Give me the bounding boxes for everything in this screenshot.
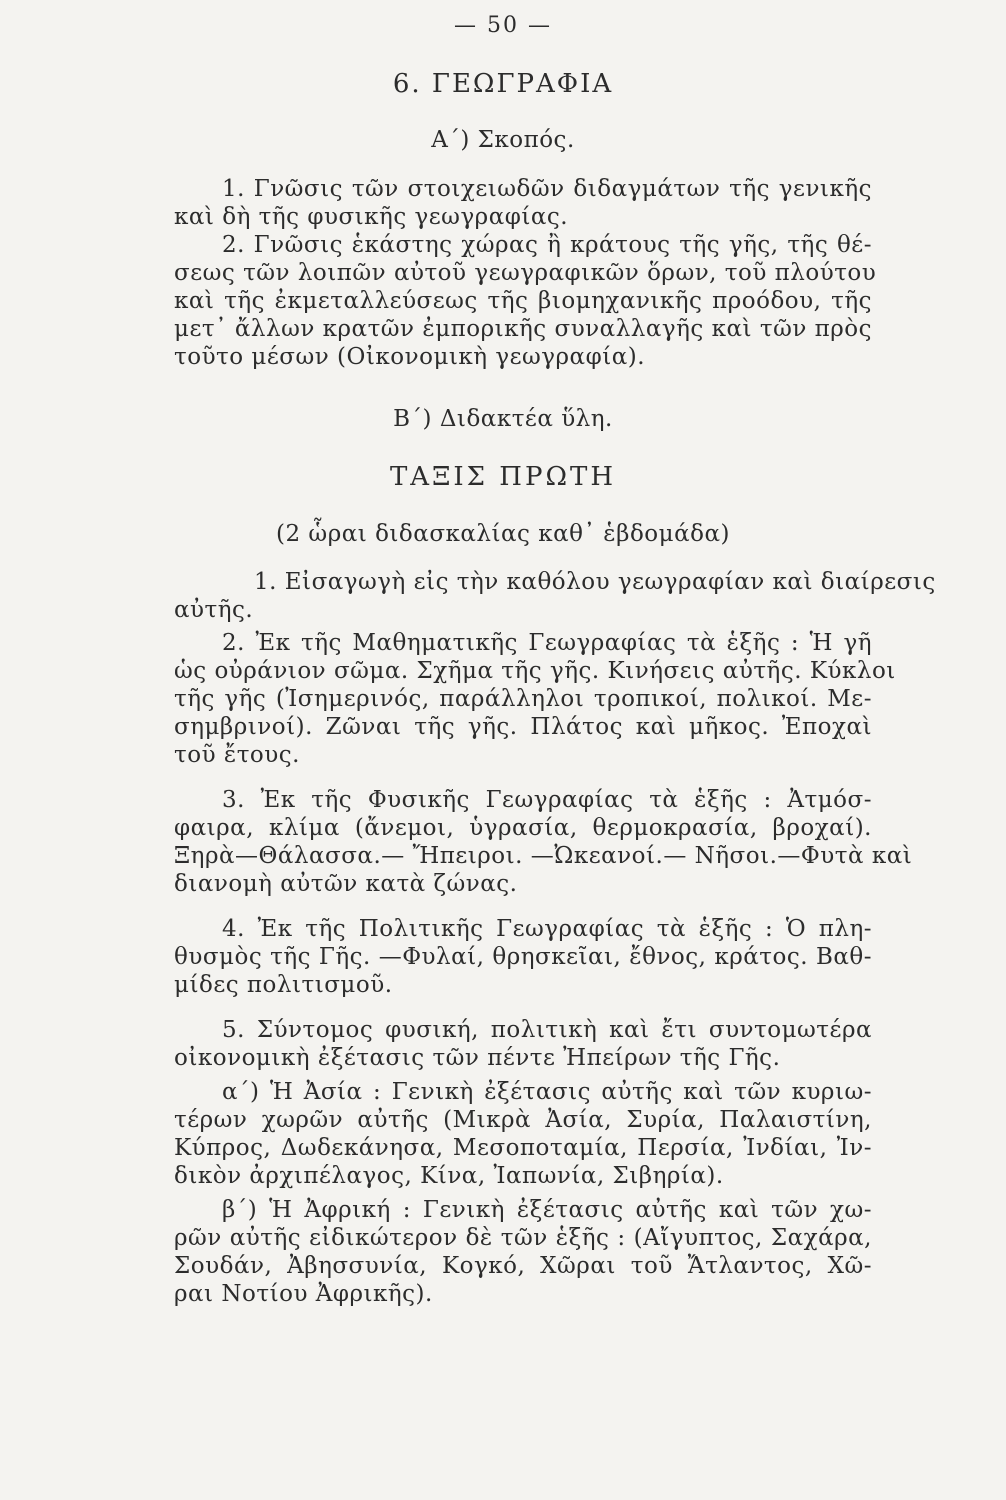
section-b-line: αὐτῆς. — [174, 597, 254, 623]
page-number: — 50 — — [454, 13, 552, 38]
section-a-line: 2. Γνῶσις ἑκάστης χώρας ἢ κράτους τῆς γῆς, τῆς θέ- — [222, 232, 872, 258]
section-a-line: καὶ δὴ τῆς φυσικῆς γεωγραφίας. — [174, 204, 569, 230]
section-b-line: 3. Ἐκ τῆς Φυσικῆς Γεωγραφίας τὰ ἑξῆς : Ἀτμόσ- — [222, 787, 872, 813]
section-b-line: α΄) Ἡ Ἀσία : Γενικὴ ἐξέτασις αὐτῆς καὶ τῶν κυριω- — [222, 1079, 872, 1105]
section-a-line: καὶ τῆς ἐκμεταλλεύσεως τῆς βιομηχανικῆς προόδου, τῆς — [174, 288, 872, 314]
section-a-line: τοῦτο μέσων (Οἰκονομικὴ γεωγραφία). — [174, 344, 646, 370]
section-a-line: 1. Γνῶσις τῶν στοιχειωδῶν διδαγμάτων τῆς γενικῆς — [222, 176, 872, 202]
section-b-line: τέρων χωρῶν αὐτῆς (Μικρὰ Ἀσία, Συρία, Παλαιστίνη, — [174, 1107, 872, 1133]
section-b-line: θυσμὸς τῆς Γῆς. —Φυλαί, θρησκεῖαι, ἔθνος, κράτος. Βαθ- — [174, 944, 872, 970]
section-b-line: μίδες πολιτισμοῦ. — [174, 972, 393, 998]
section-b-line: τοῦ ἔτους. — [174, 742, 300, 768]
section-b-line: Κύπρος, Δωδεκάνησα, Μεσοποταμία, Περσία, Ἰνδίαι, Ἰν- — [174, 1135, 872, 1161]
section-b-line: σημβρινοί). Ζῶναι τῆς γῆς. Πλάτος καὶ μῆκος. Ἐποχαὶ — [174, 714, 872, 740]
section-b-line: τῆς γῆς (Ἰσημερινός, παράλληλοι τροπικοί, πολικοί. Με- — [174, 686, 872, 712]
section-b-line: οἰκονομικὴ ἐξέτασις τῶν πέντε Ἠπείρων τῆς Γῆς. — [174, 1045, 781, 1071]
chapter-title: 6. ΓΕΩΓΡΑΦΙΑ — [392, 69, 614, 99]
section-b-line: Σουδάν, Ἀβησσυνία, Κογκό, Χῶραι τοῦ Ἄτλαντος, Χῶ- — [174, 1253, 872, 1279]
section-a-line: μετ᾽ ἄλλων κρατῶν ἐμπορικῆς συναλλαγῆς καὶ τῶν πρὸς — [174, 316, 872, 342]
section-a-line: σεως τῶν λοιπῶν αὐτοῦ γεωγραφικῶν ὅρων, τοῦ πλούτου — [174, 260, 877, 286]
section-b-line: διανομὴ αὐτῶν κατὰ ζώνας. — [174, 871, 518, 897]
section-a-heading: Α΄) Σκοπός. — [431, 127, 575, 153]
section-b-line: δικὸν ἀρχιπέλαγος, Κίνα, Ἰαπωνία, Σιβηρία). — [174, 1163, 724, 1189]
section-b-heading: Β΄) Διδακτέα ὕλη. — [393, 406, 613, 432]
class-hours: (2 ὧραι διδασκαλίας καθ᾽ ἑβδομάδα) — [276, 521, 730, 547]
section-b-line: 1. Εἰσαγωγὴ εἰς τὴν καθόλου γεωγραφίαν καὶ διαίρεσις — [254, 569, 936, 595]
section-b-line: 4. Ἐκ τῆς Πολιτικῆς Γεωγραφίας τὰ ἑξῆς : Ὁ πλη- — [222, 916, 872, 942]
section-b-line: φαιρα, κλίμα (ἄνεμοι, ὑγρασία, θερμοκρασία, βροχαί). — [174, 815, 872, 841]
section-b-line: ραι Νοτίου Ἀφρικῆς). — [174, 1281, 433, 1307]
section-b-line: ὡς οὐράνιον σῶμα. Σχῆμα τῆς γῆς. Κινήσεις αὐτῆς. Κύκλοι — [174, 658, 896, 684]
class-title: ΤΑΞΙΣ ΠΡΩΤΗ — [389, 462, 617, 492]
section-b-line: 5. Σύντομος φυσική, πολιτικὴ καὶ ἔτι συντομωτέρα — [222, 1017, 872, 1043]
section-b-line: ρῶν αὐτῆς εἰδικώτερον δὲ τῶν ἑξῆς : (Αἴγυπτος, Σαχάρα, — [174, 1225, 872, 1251]
section-b-line: β΄) Ἡ Ἀφρική : Γενικὴ ἐξέτασις αὐτῆς καὶ τῶν χω- — [222, 1197, 872, 1223]
section-b-line: Ξηρὰ—Θάλασσα.— Ἤπειροι. —Ὠκεανοί.— Νῆσοι.—Φυτὰ καὶ — [174, 843, 913, 869]
section-b-line: 2. Ἐκ τῆς Μαθηματικῆς Γεωγραφίας τὰ ἑξῆς : Ἡ γῆ — [222, 630, 872, 656]
